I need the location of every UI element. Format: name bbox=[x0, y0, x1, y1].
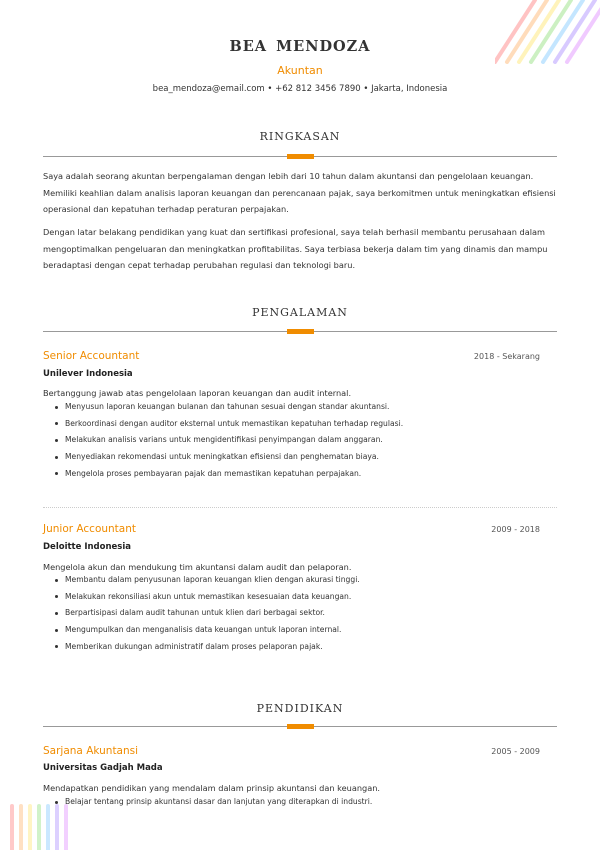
list-item: Memberikan dukungan administratif dalam proses pelaporan pajak. bbox=[55, 641, 360, 658]
list-item: Menyusun laporan keuangan bulanan dan tahunan sesuai dengan standar akuntansi. bbox=[55, 401, 403, 418]
education-heading: PENDIDIKAN bbox=[256, 702, 344, 715]
job-dates: 2018 - Sekarang bbox=[473, 352, 540, 361]
degree-title: Sarjana Akuntansi bbox=[43, 745, 139, 757]
education-dates: 2005 - 2009 bbox=[491, 747, 540, 756]
candidate-title: Akuntan bbox=[277, 64, 323, 77]
list-item: Berpartisipasi dalam audit tahunan untuk klien dari berbagai sektor. bbox=[55, 607, 360, 624]
company-name: Unilever Indonesia bbox=[43, 369, 133, 379]
job-title: Junior Accountant bbox=[43, 523, 137, 535]
experience-heading: PENGALAMAN bbox=[252, 306, 348, 319]
job-description: Bertanggung jawab atas pengelolaan laporan keuangan dan audit internal. bbox=[43, 388, 352, 398]
contact-info: bea_mendoza@email.com • +62 812 3456 7890 • Jakarta, Indonesia bbox=[152, 84, 448, 94]
list-item: Mengumpulkan dan menganalisis data keuangan untuk laporan internal. bbox=[55, 624, 360, 641]
candidate-name: BEA MENDOZA bbox=[229, 38, 371, 55]
section-divider-accent bbox=[287, 154, 314, 159]
summary-paragraph-2: Dengan latar belakang pendidikan yang kuat dan sertifikasi profesional, saya telah berhasil membantu perusahaan dalam mengoptimalkan pengeluaran dan meningkatkan profitabilitas. Saya terbiasa bekerja dalam tim yang dinamis dan mampu beradaptasi dengan cepat terhadap perubahan regulasi dan teknologi baru. bbox=[43, 227, 548, 270]
section-divider-accent bbox=[287, 329, 314, 334]
job-separator bbox=[43, 507, 557, 508]
summary-heading: RINGKASAN bbox=[259, 130, 341, 143]
summary-paragraph-1: Saya adalah seorang akuntan berpengalaman dengan lebih dari 10 tahun dalam akuntansi dan pengelolaan keuangan. Memiliki keahlian dalam analisis laporan keuangan dan perencanaan pajak, saya berkomitmen untuk meningkatkan efisiensi operasional dan kepatuhan terhadap peraturan perpajakan. bbox=[43, 171, 556, 214]
education-description: Mendapatkan pendidikan yang mendalam dalam prinsip akuntansi dan keuangan. bbox=[43, 783, 381, 793]
section-divider-accent bbox=[287, 724, 314, 729]
job-dates: 2009 - 2018 bbox=[491, 525, 540, 534]
list-item: Belajar tentang prinsip akuntansi dasar dan lanjutan yang diterapkan di industri. bbox=[55, 796, 372, 813]
list-item: Mengelola proses pembayaran pajak dan memastikan kepatuhan perpajakan. bbox=[55, 468, 403, 485]
list-item: Melakukan rekonsiliasi akun untuk memastikan kesesuaian data keuangan. bbox=[55, 591, 360, 608]
company-name: Deloitte Indonesia bbox=[43, 542, 132, 552]
job-bullet-list bbox=[55, 574, 360, 657]
list-item: Membantu dalam penyusunan laporan keuangan klien dengan akurasi tinggi. bbox=[55, 574, 360, 591]
education-bullet-list bbox=[55, 796, 372, 813]
job-description: Mengelola akun dan mendukung tim akuntansi dalam audit dan pelaporan. bbox=[43, 562, 352, 572]
job-bullet-list bbox=[55, 401, 403, 484]
list-item: Menyediakan rekomendasi untuk meningkatkan efisiensi dan penghematan biaya. bbox=[55, 451, 403, 468]
resume-header bbox=[0, 38, 600, 94]
school-name: Universitas Gadjah Mada bbox=[43, 763, 163, 773]
job-title: Senior Accountant bbox=[43, 350, 140, 362]
list-item: Berkoordinasi dengan auditor eksternal untuk memastikan kepatuhan terhadap regulasi. bbox=[55, 418, 403, 435]
list-item: Melakukan analisis varians untuk mengidentifikasi penyimpangan dalam anggaran. bbox=[55, 434, 403, 451]
